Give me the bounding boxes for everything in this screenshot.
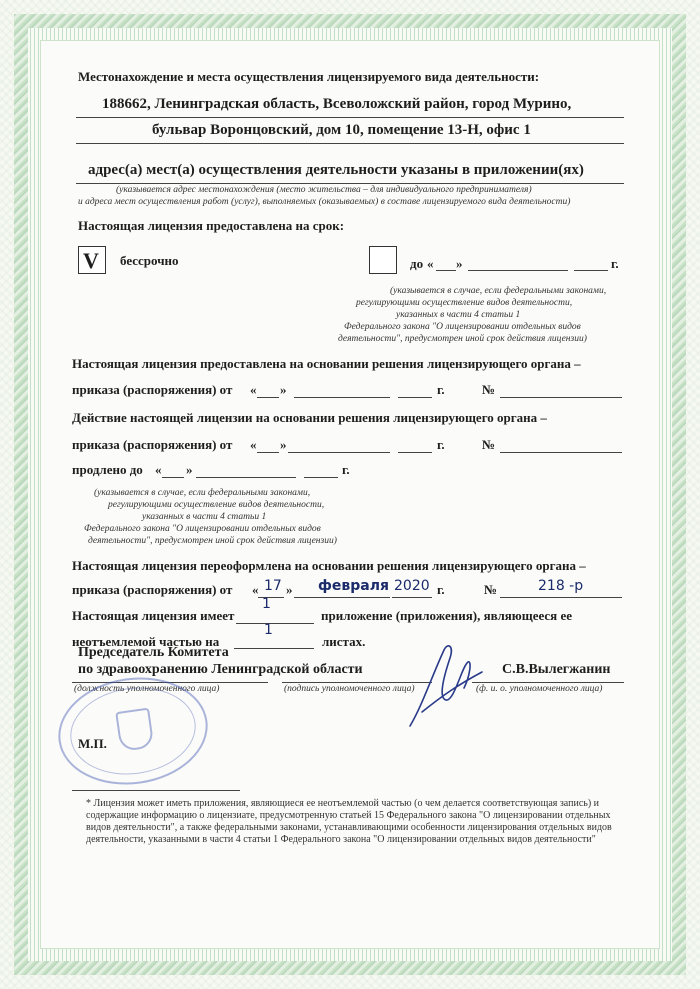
term-hint-5: деятельности", предусмотрен иной срок действия лицензии) [338, 334, 587, 344]
quote-open: « [427, 256, 434, 271]
appendix-count-line [236, 623, 314, 624]
seal-label: М.П. [78, 736, 107, 751]
term-hint-4: Федерального закона "О лицензировании отдельных видов [344, 322, 581, 332]
address-line-2: бульвар Воронцовский, дом 10, помещение 13-Н, офис 1 [152, 122, 531, 138]
signature-hint: (подпись уполномоченного лица) [284, 684, 415, 694]
extension-hint-3: указанных в части 4 статьи 1 [142, 512, 267, 522]
position-line-2: по здравоохранению Ленинградской области [78, 662, 363, 677]
name-line [472, 682, 624, 683]
appendix-count: 1 [262, 596, 271, 612]
check-mark: V [83, 248, 99, 273]
year-blank [574, 270, 608, 271]
extension-number-sign: № [482, 437, 496, 452]
reissue-order-prefix: приказа (распоряжения) от [72, 582, 233, 597]
position-line-1: Председатель Комитета [78, 645, 229, 660]
month-line [294, 597, 390, 598]
seal-line [72, 790, 240, 791]
underline [76, 143, 624, 144]
reissue-day: 17 [264, 578, 282, 594]
reissue-year: 2020 [394, 578, 430, 594]
month-blank [468, 270, 568, 271]
reissue-line: Настоящая лицензия переоформлена на основании решения лицензирующего органа – [72, 558, 586, 573]
year-suffix: г. [611, 256, 619, 271]
term-label: Настоящая лицензия предоставлена на срок: [78, 218, 345, 233]
reissue-month: февраля [318, 578, 389, 594]
extended-year-suffix: г. [342, 462, 350, 477]
day-blank [436, 270, 456, 271]
basis-number-sign: № [482, 382, 496, 397]
sheets-suffix: листах. [322, 634, 366, 649]
day-blank [162, 477, 184, 478]
appendix-prefix: Настоящая лицензия имеет [72, 608, 235, 623]
location-label: Местонахождение и места осуществления лицензируемого вида деятельности: [78, 69, 540, 84]
until-checkbox [369, 246, 397, 274]
address-line-3: адрес(а) мест(а) осуществления деятельности указаны в приложении(ях) [88, 162, 584, 178]
extended-prefix: продлено до [72, 462, 143, 477]
extension-line: Действие настоящей лицензии на основании решения лицензирующего органа – [72, 410, 547, 425]
reissue-number-sign: № [484, 582, 498, 597]
extension-order-prefix: приказа (распоряжения) от [72, 437, 233, 452]
signature-icon [392, 636, 492, 736]
term-hint-2: регулирующими осуществление видов деятельности, [356, 298, 573, 308]
number-line [500, 597, 622, 598]
address-line-1: 188662, Ленинградская область, Всеволожский район, город Мурино, [102, 96, 572, 112]
month-blank [196, 477, 296, 478]
term-hint-3: указанных в части 4 статьи 1 [396, 310, 521, 320]
reissue-year-suffix: г. [437, 582, 445, 597]
signatory-name: С.В.Вылегжанин [502, 662, 611, 677]
address-hint-1: (указывается адрес местонахождения (место жительства – для индивидуального предпринимателя) [116, 185, 532, 195]
year-blank [398, 397, 432, 398]
number-blank [500, 452, 622, 453]
year-blank [398, 452, 432, 453]
perpetual-label: бессрочно [120, 253, 179, 268]
extension-hint-1: (указывается в случае, если федеральными законами, [94, 488, 311, 498]
underline [76, 117, 624, 118]
year-line [392, 597, 432, 598]
appendix-sheets: 1 [264, 622, 273, 638]
underline [76, 183, 624, 184]
basis-year-suffix: г. [437, 382, 445, 397]
address-hint-2: и адреса мест осуществления работ (услуг), выполняемых (оказываемых) в составе лицензируемого вида деятельности) [78, 197, 571, 207]
basis-order-prefix: приказа (распоряжения) от [72, 382, 233, 397]
name-hint: (ф. и. о. уполномоченного лица) [476, 684, 603, 694]
license-page: Местонахождение и места осуществления лицензируемого вида деятельности: 188662, Ленинградская область, Всеволожский район, город Мурино, бульвар Воронцовский, дом 10, помещение 13-Н, офис 1 адрес(а) мест(а) осуществления деятельности указаны в приложении(ях) (указывается адрес местонахождения (место жительства – для индивидуального предпринимателя) и адреса мест осуществления работ (услуг), выполняемых (оказываемых) в составе лицензируемого вида деятельности) Настоящая лицензия предоставлена на срок: V бессрочно до « » г. (указывается в случае, если федеральными законами, регулирующими осуществление видов деятельности, указанных в части 4 статьи 1 Федерального закона "О лицензировании отдельных видов деятельности", предусмотрен иной срок действия лицензии) Настоящая лицензия предоставлена на основании решения лицензирующего органа – приказа (распоряжения) от « » г. № Действие настоящей лицензии на основании решения лицензирующего органа – приказа (распоряжения) от « » г. № продлено до « » г. (указывается в случае, если федеральными законами, регулирующими осуществление видов деятельности, указанных в части 4 статьи 1 Федерального закона "О лицензировании отдельных видов деятельности", предусмотрен иной срок действия лицензии) Настоящая лицензия переоформлена на основании решения лицензирующего органа – приказа (распоряжения) от « 17 » февраля 2020 г. № 218 -р 1 Настоящая лицензия имеет приложение (приложения), являющееся ее 1 неотъемлемой частью на листах. Председатель Комитета по здравоохранению Ленинградской области С.В.Вылегжанин (должность уполномоченного лица) (подпись уполномоченного лица) (ф. и. о. уполномоченного лица) М.П. * Лицензия может иметь приложения, являющиеся ее неотъемлемой частью (о чем делается соответствующая запись) и содержащие информацию о лицензиате, предусмотренную статьей 15 Федерального закона "О лицензировании отдельных видов деятельности", а также федеральными законами, устанавливающими особенности лицензирования отдельных видов деятельности, указанными в части 4 статьи 1 Федерального закона "О лицензировании отдельных видов деятельности" [0, 0, 700, 989]
position-hint: (должность уполномоченного лица) [74, 684, 220, 694]
day-blank [257, 397, 279, 398]
number-blank [500, 397, 622, 398]
extension-year-suffix: г. [437, 437, 445, 452]
appendix-suffix: приложение (приложения), являющееся ее [321, 608, 572, 623]
extension-hint-4: Федерального закона "О лицензировании отдельных видов [84, 524, 321, 534]
perpetual-checkbox [78, 246, 106, 274]
term-hint-1: (указывается в случае, если федеральными законами, [390, 286, 607, 296]
day-blank [257, 452, 279, 453]
extension-hint-5: деятельности", предусмотрен иной срок действия лицензии) [88, 536, 337, 546]
month-blank [288, 452, 390, 453]
sheets-line [234, 648, 314, 649]
stamp-emblem [115, 708, 154, 752]
reissue-number: 218 -р [538, 578, 584, 594]
basis-line: Настоящая лицензия предоставлена на основании решения лицензирующего органа – [72, 356, 581, 371]
footnote: * Лицензия может иметь приложения, являющиеся ее неотъемлемой частью (о чем делается соответствующая запись) и содержащие информацию о лицензиате, предусмотренную статьей 15 Федерального закона "О лицензировании отдельных видов деятельности", а также федеральными законами, устанавливающими особенности лицензирования отдельных видов деятельности, указанными в части 4 статьи 1 Федерального закона "О лицензировании отдельных видов деятельности" [86, 798, 612, 845]
integral-prefix: неотъемлемой частью на [72, 634, 220, 649]
year-blank [304, 477, 338, 478]
until-label: до [410, 256, 424, 271]
extension-hint-2: регулирующими осуществление видов деятельности, [108, 500, 325, 510]
month-blank [294, 397, 390, 398]
quote-close: » [456, 256, 463, 271]
